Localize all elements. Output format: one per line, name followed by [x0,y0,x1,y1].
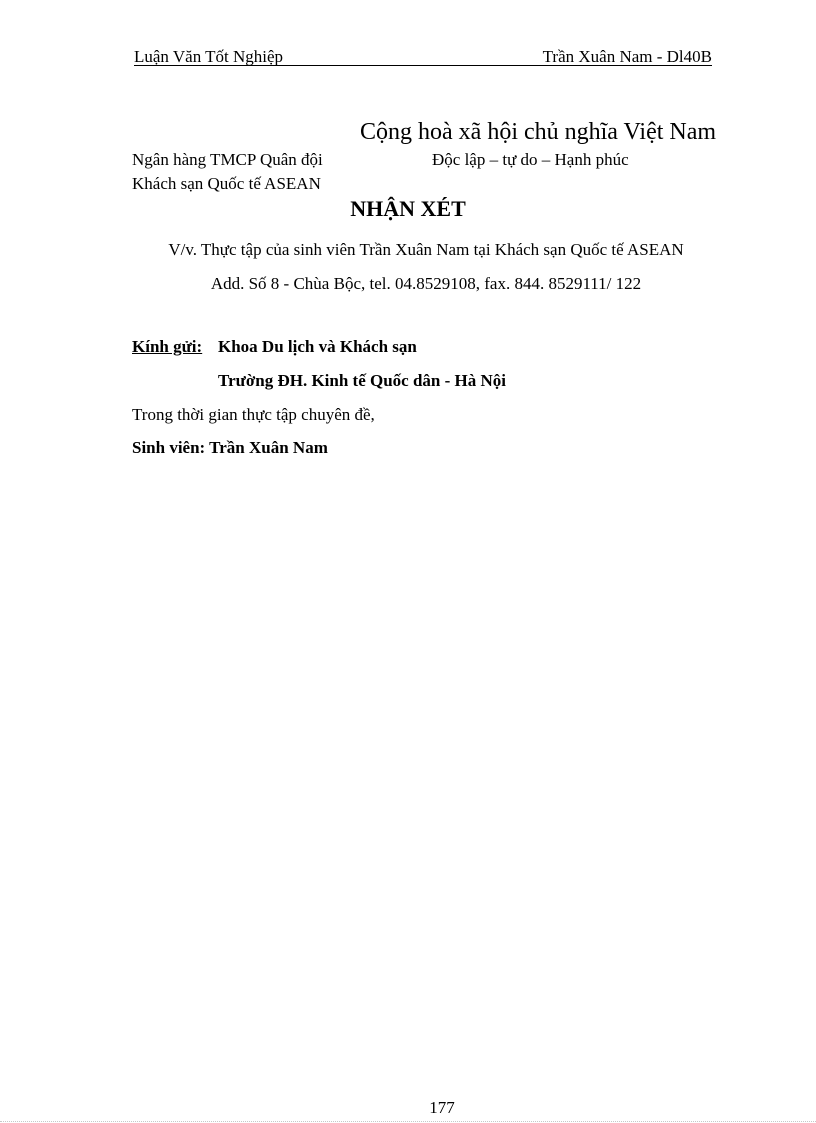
recipient-university: Trường ĐH. Kinh tế Quốc dân - Hà Nội [218,371,507,390]
body-text: Trong thời gian thực tập chuyên đề, [132,405,375,424]
footer-rule [0,1121,816,1122]
running-header-right: Trần Xuân Nam - Dl40B [542,47,712,66]
national-motto: Cộng hoà xã hội chủ nghĩa Việt Nam [360,119,717,145]
page-number: 177 [429,1098,455,1117]
sender-address: Add. Số 8 - Chùa Bộc, tel. 04.8529108, fax. 844. 8529111/ 122 [210,274,642,293]
sender-organization: Ngân hàng TMCP Quân đội [132,150,323,169]
header-rule [134,65,712,66]
document-title: NHẬN XÉT [350,196,466,221]
running-header-left: Luận Văn Tốt Nghiệp [134,47,284,66]
student-name: Sinh viên: Trần Xuân Nam [132,438,328,457]
recipient-label: Kính gửi: [132,337,203,356]
document-subject: V/v. Thực tập của sinh viên Trần Xuân Nam tại Khách sạn Quốc tế ASEAN [168,240,684,259]
recipient-faculty: Khoa Du lịch và Khách sạn [218,337,417,356]
national-slogan: Độc lập – tự do – Hạnh phúc [432,150,629,169]
sender-hotel: Khách sạn Quốc tế ASEAN [132,174,321,193]
